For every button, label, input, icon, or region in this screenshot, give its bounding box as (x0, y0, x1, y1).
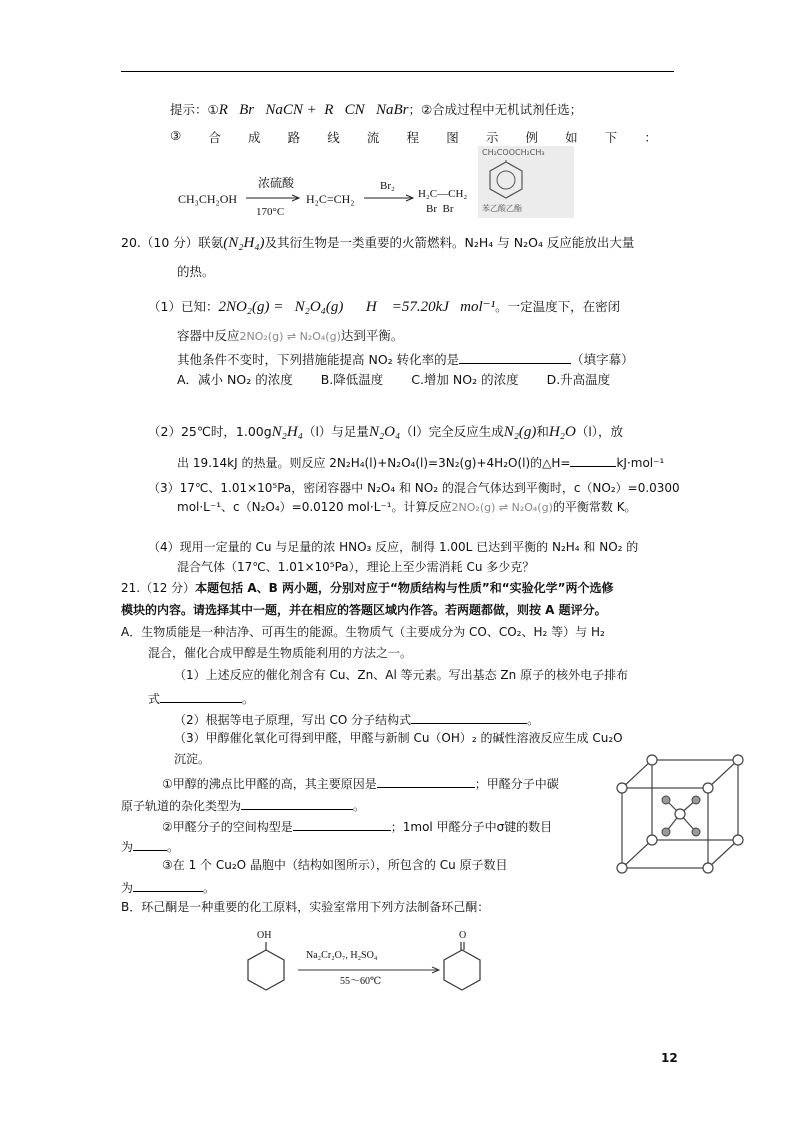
answer-blank[interactable] (570, 454, 616, 467)
q21-s2-a: ②甲醛分子的空间构型是 (162, 820, 293, 834)
q21-A2-b: 。 (527, 713, 540, 727)
q21-A1-line1: （1）上述反应的催化剂含有 Cu、Zn、Al 等元素。写出基态 Zn 原子的核外电子排布 (174, 668, 629, 682)
flow-start: CH₃CH₂OH (178, 192, 238, 206)
flow-end-top: H₂C—CH₂ (418, 188, 468, 200)
cyclohexanone-reaction (240, 928, 500, 1008)
cyclohexanol-ring-icon (246, 942, 290, 996)
q20-p1-a: （1）已知： (148, 299, 219, 314)
q20-intro-formula: (N₂H₄) (223, 235, 265, 251)
answer-blank[interactable] (133, 838, 167, 851)
page-number: 12 (661, 1051, 678, 1065)
q21-A2 (174, 711, 539, 727)
flow-arrow2-top: Br₂ (380, 180, 395, 192)
q21-B-intro: B．环己酮是一种重要的化工原料，实验室常用下列方法制备环己酮： (121, 900, 490, 914)
q21-A2-a: （2）根据等电子原理，写出 CO 分子结构式 (174, 713, 412, 727)
hint-line-1 (170, 101, 582, 119)
q20-p1-e: 其他条件不变时，下列措施能提高 NO₂ 转化率的是 (177, 352, 460, 367)
q20-p4-line2: 混合气体（17℃、1.01×10⁵Pa），理论上至少需消耗 Cu 多少克？ (177, 560, 535, 574)
hint-formula: R Br NaCN + R CN NaBr (218, 102, 409, 118)
q20-p1-line3 (177, 351, 634, 367)
reagent-label: Na₂Cr₂O₇, H₂SO₄ (306, 950, 378, 961)
answer-blank[interactable] (459, 351, 571, 364)
hint-char: 流 (366, 130, 380, 145)
flow-arrow1-top: 浓硫酸 (258, 176, 295, 190)
q20-p1-c: 容器中反应 (177, 328, 240, 343)
q21-s3-b: 为 (121, 881, 134, 895)
option-d: D.升高温度 (546, 372, 611, 387)
struct-label-top: CH₂COOCH₂CH₃ (482, 148, 545, 157)
hint-char: 路 (287, 130, 301, 145)
q21-s2-b: ；1mol 甲醛分子中σ键的数目 (390, 820, 553, 834)
hint-char: 例 (525, 130, 538, 145)
hint-suffix: ；②合成过程中无机试剂任选； (408, 102, 583, 117)
option-b: B.降低温度 (320, 372, 384, 387)
q20-p1-formula: 2NO₂(g) = N₂O₄(g) H =57.20kJ mol⁻¹ (218, 299, 496, 315)
reaction-arrow-icon (298, 966, 442, 974)
answer-blank[interactable] (160, 690, 242, 703)
q21-s2-c: 为 (121, 840, 134, 854)
hint-line-2 (170, 128, 657, 146)
q20-p1-b: 。一定温度下，在密闭 (495, 299, 621, 314)
q21-title-line1 (121, 581, 614, 595)
temperature-label: 55～60℃ (340, 976, 382, 987)
struct-label-bottom: 苯乙酸乙酯 (482, 204, 522, 213)
hint-char: 合 (208, 130, 221, 145)
q21-A1-b: 式 (148, 692, 161, 706)
q21-s2-d: 。 (167, 840, 180, 854)
q21-A-line2: 混合，催化合成甲醇是生物质能利用的方法之一。 (148, 646, 413, 660)
q20-p2-line2 (177, 454, 664, 470)
hint-char: 成 (247, 130, 261, 145)
q21-title-b: 本题包括 A、B 两小题，分别对应于“物质结构与性质”和“实验化学”两个选修 (195, 581, 614, 595)
hint-char: 如 (565, 130, 578, 145)
q21-s1-line1 (162, 775, 559, 791)
cyclohexanone-ring-icon (442, 942, 486, 996)
q20-p2-c: （l）完全反应生成 (400, 424, 504, 439)
answer-blank[interactable] (411, 711, 527, 724)
q20-p2-h: kJ·mol⁻¹ (616, 456, 665, 470)
q20-p2-g: 出 19.14kJ 的热量。则反应 2N₂H₄(l)+N₂O₄(l)=3N₂(g)+4H₂O(l)的△H= (177, 456, 571, 470)
q20-p3-c: 的平衡常数 K。 (552, 500, 637, 514)
q20-p4-line1: （4）现用一定量的 Cu 与足量的浓 HNO₃ 反应，制得 1.00L 已达到平衡的 N₂H₄ 和 NO₂ 的 (148, 540, 639, 554)
hint-char: ： (644, 130, 657, 145)
q21-A3-line2: 沉淀。 (174, 752, 211, 766)
q20-options (177, 372, 610, 387)
q21-s1-line2 (121, 797, 365, 813)
phenylacetate-structure (478, 146, 574, 218)
q20-p3-line1: （3）17℃、1.01×10⁵Pa，密闭容器中 N₂O₄ 和 NO₂ 的混合气体达到平衡时，c（NO₂）=0.0300 (148, 481, 680, 495)
answer-blank[interactable] (133, 879, 203, 892)
hint-char: ③ (170, 128, 182, 143)
flow-arrow2-icon (364, 194, 416, 202)
option-c: C.增加 NO₂ 的浓度 (411, 372, 519, 387)
q20-p2-d: 和 (536, 424, 549, 439)
q20-intro-b: 及其衍生物是一类重要的火箭燃料。N₂H₄ 与 N₂O₄ 反应能放出大量 (264, 235, 635, 250)
q20-p1-line1 (148, 298, 620, 316)
q21-title-line2: 模块的内容。请选择其中一题，并在相应的答题区域内作答。若两题都做，则按 A 题评分。 (121, 603, 607, 617)
q20-p2-f1: N₂H₄ (271, 424, 303, 440)
option-a: A．减小 NO₂ 的浓度 (177, 372, 293, 387)
q20-p1-line2 (177, 328, 403, 343)
flow-arrow1-bottom: 170°C (256, 206, 285, 218)
q21-s3-line2 (121, 879, 215, 895)
q20-p2-line1 (148, 423, 623, 441)
q21-A1-c: 。 (242, 692, 255, 706)
q21-s2-line2 (121, 838, 179, 854)
header-rule (121, 71, 674, 72)
q20-p1-eq-image: 2NO₂(g) ⇌ N₂O₄(g) (239, 330, 341, 343)
hint-char: 程 (406, 130, 420, 145)
hint-char: 图 (446, 130, 459, 145)
q20-intro-line1 (121, 234, 634, 252)
hint-char: 示 (485, 130, 499, 145)
flow-arrow1-icon (246, 194, 302, 202)
q20-p3-b: mol·L⁻¹、c（N₂O₄）=0.0120 mol·L⁻¹。计算反应 (177, 500, 452, 514)
q20-p3-line2 (177, 500, 637, 514)
q21-A3-line1: （3）甲醇催化氧化可得到甲醛，甲醛与新制 Cu（OH）₂ 的碱性溶液反应生成 Cu₂O (174, 731, 623, 745)
q21-s3-c: 。 (203, 881, 216, 895)
q21-s1-d: 。 (353, 799, 366, 813)
q21-s1-a: ①甲醇的沸点比甲醛的高，其主要原因是 (162, 777, 377, 791)
q20-p2-f3: N₂(g) (503, 424, 537, 440)
q21-title-a: 21.（12 分） (121, 581, 196, 595)
q21-s1-c: 原子轨道的杂化类型为 (121, 799, 242, 813)
flow-diagram (178, 148, 578, 228)
q20-p2-f2: N₂O₄ (368, 424, 401, 440)
q20-intro-line2: 的热。 (177, 264, 215, 279)
answer-blank[interactable] (241, 797, 353, 810)
q20-intro-a: 20.（10 分）联氨 (121, 235, 224, 250)
flow-mid: H₂C=CH₂ (306, 192, 355, 206)
q21-s2-line1 (162, 818, 552, 834)
q21-A1-line2 (148, 690, 254, 706)
q21-s3-line1: ③在 1 个 Cu₂O 晶胞中（结构如图所示），所包含的 Cu 原子数目 (162, 858, 508, 872)
q20-p2-a: （2）25℃时，1.00g (148, 424, 272, 439)
answer-blank[interactable] (293, 818, 391, 831)
q20-p1-f: （填字幕） (571, 352, 634, 367)
benzene-ring-icon (486, 160, 526, 200)
q21-s1-b: ；甲醛分子中碳 (474, 777, 559, 791)
q20-p3-eq-image: 2NO₂(g) ⇌ N₂O₄(g) (451, 501, 553, 514)
oh-label: OH (257, 930, 272, 941)
cu2o-unit-cell-diagram (612, 752, 748, 876)
q20-p1-d: 达到平衡。 (340, 328, 404, 343)
q20-p2-e: （l），放 (575, 424, 624, 439)
hint-char: 线 (327, 130, 340, 145)
hint-prefix: 提示：① (170, 102, 219, 117)
answer-blank[interactable] (377, 775, 475, 788)
q20-p2-b: （l）与足量 (302, 424, 369, 439)
hint-char: 下 (604, 130, 618, 145)
flow-end-bottom: Br Br (426, 203, 454, 215)
q21-A-line1: A．生物质能是一种洁净、可再生的能源。生物质气（主要成分为 CO、CO₂、H₂ 等）与 H₂ (121, 625, 605, 639)
q20-p2-f4: H₂O (548, 424, 576, 440)
o-label: O (459, 930, 467, 941)
